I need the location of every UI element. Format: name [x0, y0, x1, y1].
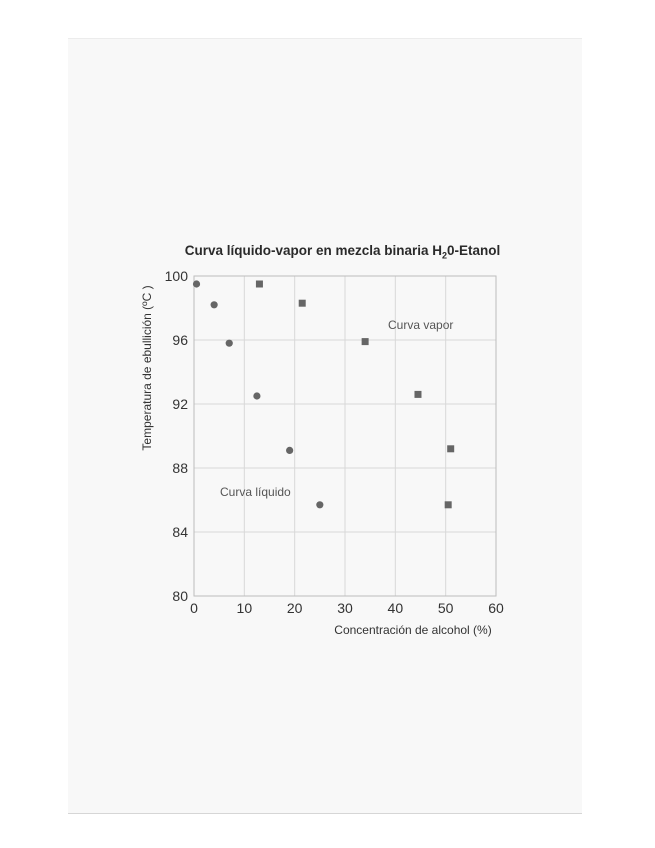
annotation-liquid-curve: Curva líquido: [220, 485, 291, 499]
liquid-curve-point: [253, 392, 260, 399]
chart-title: Curva líquido-vapor en mezcla binaria $H_20$-Etanol: [184, 243, 501, 261]
liquid-curve-point: [316, 501, 323, 508]
x-axis-label: Concentración de alcohol (%): [334, 623, 492, 637]
y-tick-label: 88: [172, 460, 188, 476]
y-tick-label: 92: [172, 396, 188, 412]
x-tick-label: 40: [387, 600, 404, 616]
y-axis-label: Temperatura de ebullición (ºC ): [140, 285, 154, 451]
vapor-curve-point: [362, 338, 369, 345]
y-tick-label: 80: [172, 588, 188, 604]
y-tick-label: 96: [172, 332, 188, 348]
vapor-curve-point: [256, 281, 263, 288]
liquid-curve-point: [211, 301, 218, 308]
x-tick-label: 30: [337, 600, 353, 616]
x-tick-label: 20: [286, 600, 303, 616]
annotation-vapor-curve: Curva vapor: [388, 318, 454, 332]
x-tick-label: 0: [190, 600, 198, 616]
data-points: [193, 280, 454, 508]
y-tick-label: 100: [164, 268, 188, 284]
vapor-curve-point: [414, 391, 421, 398]
x-tick-label: 10: [236, 600, 253, 616]
liquid-curve-point: [286, 447, 293, 454]
vapor-curve-point: [299, 300, 306, 307]
vapor-curve-point: [445, 501, 452, 508]
liquid-curve-point: [226, 340, 233, 347]
vapor-curve-point: [447, 445, 454, 452]
x-tick-label: 60: [488, 600, 504, 616]
y-tick-label: 84: [172, 524, 188, 540]
x-tick-label: 50: [437, 600, 454, 616]
liquid-curve-point: [193, 280, 200, 287]
